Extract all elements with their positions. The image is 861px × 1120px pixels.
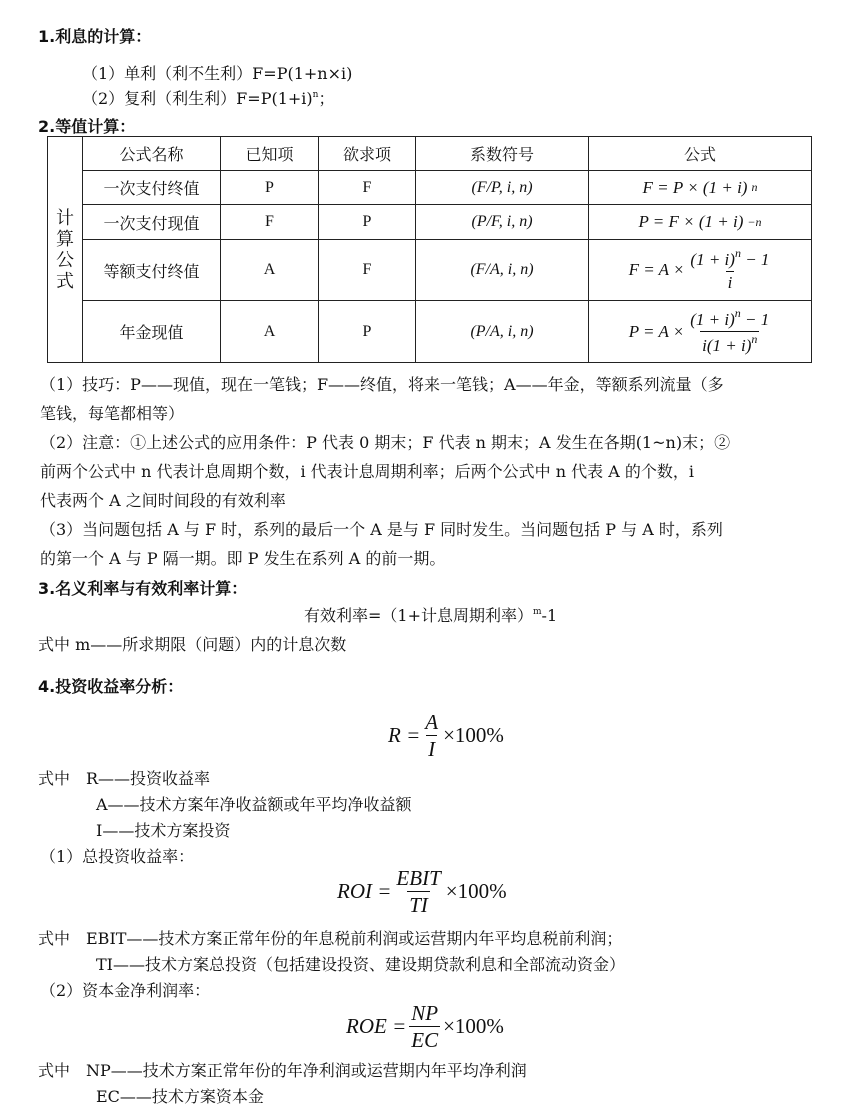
section-4-title: 4.投资收益率分析： (38, 677, 184, 696)
effective-rate-formula (304, 603, 557, 626)
effective-rate-exp: m (533, 607, 542, 617)
table-row (48, 301, 812, 363)
eq-fraction (409, 1001, 440, 1052)
simple-interest-line: （1）单利（利不生利）F=P(1+n×i) (82, 64, 353, 83)
eq-rhs: ×100% (443, 1014, 504, 1039)
formula-fraction (688, 307, 771, 355)
header-coef: 系数符号 (416, 137, 589, 171)
fraction-denominator: i (727, 273, 733, 292)
num-text: (1 + i) (690, 310, 735, 330)
eq-lhs: ROE = (346, 1014, 407, 1039)
num-exp: n (734, 246, 741, 261)
formula-text: P = A × (628, 321, 685, 341)
eq-fraction (394, 866, 442, 917)
side-label (48, 208, 82, 292)
definition-line: EC——技术方案资本金 (96, 1087, 264, 1106)
note-line: （1）技巧：P——现值，现在一笔钱；F——终值，将来一笔钱；A——年金，等额系列流量（多 (40, 375, 724, 394)
section-2-title: 2.等值计算： (38, 117, 136, 136)
header-name: 公式名称 (83, 137, 221, 171)
eq-denominator: TI (409, 893, 428, 918)
eq-denominator: I (428, 737, 436, 762)
row-coef: (P/A, i, n) (416, 301, 589, 363)
formula-text: F = A × (628, 260, 685, 279)
formula-text: P = F × (1 + i) (638, 212, 744, 231)
table-row (48, 205, 812, 240)
formula-fa (589, 247, 811, 292)
eq-numerator: EBIT (396, 866, 441, 890)
row-name: 一次支付现值 (83, 205, 221, 240)
row-known: F (221, 205, 319, 240)
row-formula (589, 205, 812, 240)
note-line: 笔钱，每笔都相等） (40, 404, 185, 423)
equation-roe (346, 1001, 504, 1052)
subsection-title: （2）资本金净利润率： (40, 981, 211, 1000)
row-coef: (P/F, i, n) (416, 205, 589, 240)
definition-line: 式中 R——投资收益率 (38, 769, 211, 788)
formula-fp (589, 178, 811, 198)
row-formula (589, 240, 812, 301)
compound-exponent: n (312, 90, 319, 100)
fraction-numerator (688, 307, 771, 331)
eq-lhs: R = (388, 723, 421, 748)
eq-denominator: EC (411, 1028, 439, 1053)
header-formula: 公式 (589, 137, 812, 171)
row-known: A (221, 240, 319, 301)
num-tail: − 1 (740, 250, 770, 270)
eq-rhs: ×100% (443, 723, 504, 748)
row-name: 年金现值 (83, 301, 221, 363)
den-text: i(1 + i) (702, 336, 752, 355)
formula-exp: −n (747, 214, 762, 229)
row-want: F (319, 171, 416, 205)
effective-rate-tail: -1 (541, 606, 558, 625)
fraction-numerator (688, 247, 771, 271)
row-formula (589, 171, 812, 205)
compound-interest-line (82, 86, 334, 109)
side-label-cell (48, 137, 83, 363)
side-char: 公 (56, 249, 74, 271)
equivalence-table (47, 136, 812, 363)
note-line: （2）注意：①上述公式的应用条件：P 代表 0 期末；F 代表 n 期末；A 发生在各期(1~n)末；② (40, 433, 731, 452)
row-name: 一次支付终值 (83, 171, 221, 205)
row-known: P (221, 171, 319, 205)
side-char: 算 (56, 228, 74, 250)
row-formula (589, 301, 812, 363)
note-line: 前两个公式中 n 代表计息周期个数，i 代表计息周期利率；后两个公式中 n 代表 A 的个数，i (40, 462, 695, 481)
definition-line: TI——技术方案总投资（包括建设投资、建设期贷款利息和全部流动资金） (96, 955, 625, 974)
table-row (48, 171, 812, 205)
definition-line: 式中 EBIT——技术方案正常年份的年息税前利润或运营期内年平均息税前利润； (38, 929, 623, 948)
definition-line: A——技术方案年净收益额或年平均净收益额 (96, 795, 412, 814)
formula-pa (589, 307, 811, 355)
row-name: 等额支付终值 (83, 240, 221, 301)
den-exp: n (751, 332, 758, 346)
fraction-denominator (700, 331, 759, 356)
num-exp: n (734, 306, 741, 321)
section-1-title: 1.利息的计算： (38, 27, 152, 46)
definition-line: 式中 NP——技术方案正常年份的年净利润或运营期内年平均净利润 (38, 1061, 527, 1080)
row-want: P (319, 205, 416, 240)
equation-roi (337, 866, 507, 917)
table-header-row (48, 137, 812, 171)
header-known: 已知项 (221, 137, 319, 171)
section-3-title: 3.名义利率与有效利率计算： (38, 579, 248, 598)
formula-exp: n (751, 180, 758, 194)
note-line: 代表两个 A 之间时间段的有效利率 (40, 491, 286, 510)
note-line: 的第一个 A 与 P 隔一期。即 P 发生在系列 A 的前一期。 (40, 549, 446, 568)
formula-pf (589, 212, 811, 232)
eq-numerator: A (425, 710, 439, 734)
equation-r (388, 710, 504, 761)
row-coef: (F/P, i, n) (416, 171, 589, 205)
eq-fraction (423, 710, 440, 761)
eq-rhs: ×100% (445, 879, 507, 904)
num-tail: − 1 (740, 310, 770, 330)
definition-line: I——技术方案投资 (96, 821, 231, 840)
subsection-title: （1）总投资收益率： (40, 847, 195, 866)
row-coef: (F/A, i, n) (416, 240, 589, 301)
row-known: A (221, 301, 319, 363)
effective-rate-note: 式中 m——所求期限（问题）内的计息次数 (38, 635, 347, 654)
eq-numerator: NP (411, 1001, 439, 1025)
effective-rate-text: 有效利率=（1+计息周期利率） (304, 606, 533, 625)
formula-fraction (688, 247, 771, 292)
num-text: (1 + i) (690, 250, 735, 270)
row-want: P (319, 301, 416, 363)
compound-interest-text: （2）复利（利生利）F=P(1+i) (82, 89, 313, 108)
side-char: 计 (56, 207, 74, 229)
row-want: F (319, 240, 416, 301)
table-row (48, 240, 812, 301)
header-want: 欲求项 (319, 137, 416, 171)
eq-lhs: ROI = (337, 879, 392, 904)
formula-text: F = P × (1 + i) (642, 177, 748, 197)
note-line: （3）当问题包括 A 与 F 时，系列的最后一个 A 是与 F 同时发生。当问题包括 P 与 A 时，系列 (40, 520, 723, 539)
side-char: 式 (56, 270, 74, 292)
compound-end: ； (318, 89, 335, 108)
